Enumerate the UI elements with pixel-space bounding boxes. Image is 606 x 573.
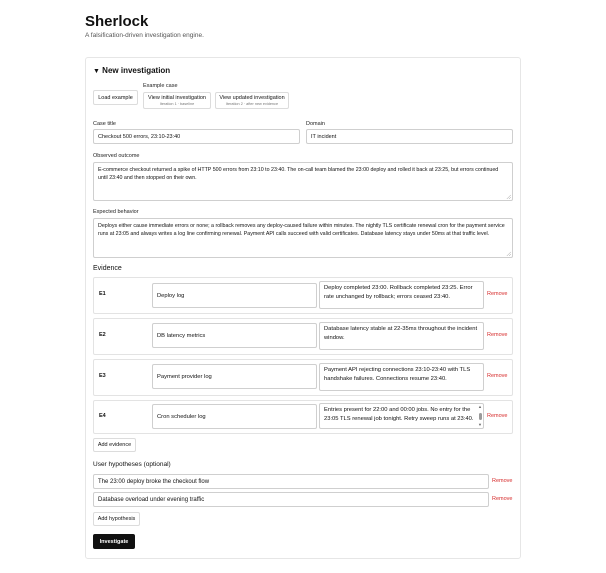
scroll-down-icon[interactable]: ▼ <box>478 422 482 427</box>
expected-behavior-label: Expected behavior <box>93 209 139 215</box>
triangle-down-icon: ▼ <box>93 68 100 75</box>
view-updated-investigation-button[interactable] <box>215 92 289 109</box>
evidence-text: Database latency stable at 22-35ms throughout the incident window. <box>324 326 478 342</box>
evidence-text: Payment API rejecting connections 23:10-23:40 with TLS handshake failures. Connections resume 23:40. <box>324 367 471 383</box>
load-example-button[interactable]: Load example <box>93 90 138 105</box>
evidence-name-input[interactable]: DB latency metrics <box>152 323 317 348</box>
evidence-id: E1 <box>99 291 106 297</box>
evidence-text-textarea[interactable] <box>319 403 484 429</box>
domain-label: Domain <box>306 121 325 127</box>
view-updated-sub: Iteration 2 · after new evidence <box>225 101 279 106</box>
app-subtitle: A falsification-driven investigation engine. <box>85 32 204 39</box>
evidence-name-input[interactable]: Deploy log <box>152 283 317 308</box>
remove-hypothesis-button[interactable]: Remove <box>492 496 513 502</box>
evidence-text-textarea[interactable] <box>319 281 484 309</box>
observed-outcome-text: E-commerce checkout returned a spike of HTTP 500 errors from 23:10 to 23:40. The on-call team blamed the 23:00 deploy and rolled it back at 23:25, but errors continued until 23:40 and then stopped on their own. <box>98 167 499 182</box>
domain-input[interactable]: IT incident <box>306 129 513 144</box>
evidence-text: Entries present for 22:00 and 00:00 jobs. No entry for the 23:05 TLS renewal job tonight. Retry sweep runs at 23:40. <box>324 407 474 423</box>
hypotheses-heading: User hypotheses (optional) <box>93 461 171 468</box>
add-hypothesis-button[interactable]: Add hypothesis <box>93 512 140 526</box>
example-case-label: Example case <box>143 83 178 89</box>
evidence-text-textarea[interactable] <box>319 322 484 350</box>
remove-hypothesis-button[interactable]: Remove <box>492 478 513 484</box>
expected-behavior-textarea[interactable] <box>93 218 513 258</box>
investigate-button[interactable]: Investigate <box>93 534 135 549</box>
hypothesis-input[interactable]: The 23:00 deploy broke the checkout flow <box>93 474 489 489</box>
panel-heading[interactable] <box>93 66 170 75</box>
evidence-text-textarea[interactable] <box>319 363 484 391</box>
evidence-scrollbar[interactable] <box>477 405 483 427</box>
case-title-input[interactable]: Checkout 500 errors, 23:10-23:40 <box>93 129 300 144</box>
remove-evidence-button[interactable]: Remove <box>487 413 508 419</box>
observed-outcome-label: Observed outcome <box>93 153 140 159</box>
add-evidence-button[interactable]: Add evidence <box>93 438 136 452</box>
app-title: Sherlock <box>85 13 149 30</box>
expected-behavior-text: Deploys either cause immediate errors or none; a rollback removes any deploy-caused failure within minutes. The nightly TLS certificate renewal cron for the payment service runs at 23:05 and always writes a log line confirming renewal. Payment API calls succeed with valid certificates. Database latency stays under 50ms at that traffic level. <box>98 223 505 238</box>
resize-handle-icon[interactable] <box>506 251 511 256</box>
view-initial-label: View initial investigation <box>148 94 206 101</box>
view-updated-label: View updated investigation <box>219 94 285 101</box>
scroll-up-icon[interactable]: ▲ <box>478 404 482 409</box>
remove-evidence-button[interactable]: Remove <box>487 373 508 379</box>
scroll-thumb[interactable] <box>479 413 482 420</box>
evidence-text: Deploy completed 23:00. Rollback completed 23:25. Error rate unchanged by rollback; errors ceased 23:40. <box>324 285 473 301</box>
hypothesis-input[interactable]: Database overload under evening traffic <box>93 492 489 507</box>
evidence-name-input[interactable]: Payment provider log <box>152 364 317 389</box>
case-title-label: Case title <box>93 121 116 127</box>
resize-handle-icon[interactable] <box>506 194 511 199</box>
view-initial-sub: Iteration 1 · baseline <box>159 101 195 106</box>
evidence-id: E3 <box>99 373 106 379</box>
observed-outcome-textarea[interactable] <box>93 162 513 201</box>
evidence-heading: Evidence <box>93 265 122 272</box>
evidence-id: E2 <box>99 332 106 338</box>
panel-heading-label: New investigation <box>102 66 171 75</box>
evidence-id: E4 <box>99 413 106 419</box>
remove-evidence-button[interactable]: Remove <box>487 332 508 338</box>
evidence-name-input[interactable]: Cron scheduler log <box>152 404 317 429</box>
remove-evidence-button[interactable]: Remove <box>487 291 508 297</box>
view-initial-investigation-button[interactable] <box>143 92 211 109</box>
